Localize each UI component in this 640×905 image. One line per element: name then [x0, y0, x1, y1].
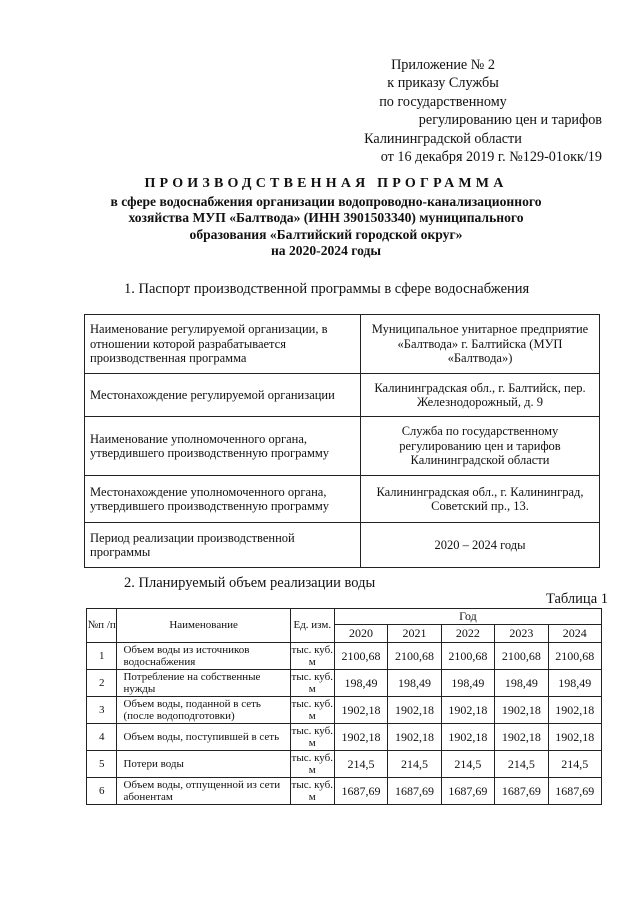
header-year: 2023 [495, 625, 548, 643]
passport-label: Период реализации производственной программы [85, 523, 361, 568]
row-value: 2100,68 [441, 643, 494, 670]
header-unit: Ед. изм. [290, 609, 334, 643]
row-value: 214,5 [388, 751, 441, 778]
row-value: 1902,18 [441, 697, 494, 724]
row-number: 4 [87, 724, 117, 751]
table-row [85, 417, 600, 476]
table-row [87, 724, 602, 751]
annex-header [302, 56, 602, 166]
header-year-group: Год [334, 609, 601, 625]
passport-value: Муниципальное унитарное предприятие «Балтвода» г. Балтийска (МУП «Балтвода») [361, 315, 600, 374]
passport-table [84, 314, 600, 568]
document-title [60, 176, 592, 260]
water-volume-table [86, 608, 602, 805]
row-value: 1902,18 [388, 697, 441, 724]
table-row [85, 476, 600, 523]
table-row [87, 643, 602, 670]
annex-line: Приложение № 2 [391, 57, 495, 73]
row-value: 1687,69 [441, 778, 494, 805]
header-year: 2021 [388, 625, 441, 643]
row-value: 1687,69 [548, 778, 601, 805]
row-value: 1902,18 [334, 724, 387, 751]
row-value: 2100,68 [388, 643, 441, 670]
row-number: 1 [87, 643, 117, 670]
row-unit: тыс. куб. м [291, 778, 334, 803]
row-unit: тыс. куб. м [291, 751, 334, 776]
row-value: 214,5 [441, 751, 494, 778]
row-name: Объем воды, поступившей в сеть [117, 724, 290, 751]
annex-line: к приказу Службы [387, 75, 499, 92]
row-value: 2100,68 [334, 643, 387, 670]
table-caption: Таблица 1 [545, 591, 608, 607]
row-value: 198,49 [495, 670, 548, 697]
row-value: 214,5 [548, 751, 601, 778]
row-value: 1902,18 [548, 724, 601, 751]
header-number: №п /п [87, 609, 117, 643]
row-name: Объем воды из источников водоснабжения [117, 643, 290, 670]
row-value: 1902,18 [495, 697, 548, 724]
passport-label: Местонахождение регулируемой организации [85, 374, 361, 417]
passport-label: Наименование уполномоченного органа, утвердившего производственную программу [85, 417, 361, 476]
title-line: на 2020-2024 годы [270, 243, 382, 259]
row-name: Потребление на собственные нужды [117, 670, 290, 697]
table-row [85, 315, 600, 374]
passport-label: Наименование регулируемой организации, в отношении которой разрабатывается производственная программа [85, 315, 361, 374]
header-year: 2022 [441, 625, 494, 643]
passport-value: 2020 – 2024 годы [361, 523, 600, 568]
annex-line: регулированию цен и тарифов [418, 112, 602, 129]
table-row [87, 697, 602, 724]
header-year: 2020 [334, 625, 387, 643]
row-name: Потери воды [117, 751, 290, 778]
section-heading-volume: 2. Планируемый объем реализации воды [124, 575, 376, 591]
row-unit: тыс. куб. м [291, 697, 334, 722]
title-line: хозяйства МУП «Балтвода» (ИНН 3901503340) муниципального [128, 210, 524, 226]
row-value: 214,5 [334, 751, 387, 778]
passport-label: Местонахождение уполномоченного органа, утвердившего производственную программу [85, 476, 361, 523]
table-row [87, 751, 602, 778]
row-unit: тыс. куб. м [291, 643, 334, 668]
row-value: 214,5 [495, 751, 548, 778]
row-value: 1902,18 [441, 724, 494, 751]
table-row [87, 670, 602, 697]
row-value: 198,49 [548, 670, 601, 697]
row-number: 6 [87, 778, 117, 805]
table-row [87, 778, 602, 805]
title-line: образования «Балтийский городской округ» [189, 226, 463, 242]
annex-line: от 16 декабря 2019 г. №129-01окк/19 [380, 149, 602, 166]
table-row [85, 523, 600, 568]
row-value: 198,49 [334, 670, 387, 697]
passport-value: Калининградская обл., г. Калининград, Советский пр., 13. [361, 476, 600, 523]
row-value: 198,49 [441, 670, 494, 697]
row-value: 1902,18 [388, 724, 441, 751]
row-number: 5 [87, 751, 117, 778]
row-name: Объем воды, поданной в сеть (после водоподготовки) [117, 697, 290, 724]
row-value: 1687,69 [334, 778, 387, 805]
header-name: Наименование [117, 609, 290, 643]
row-name: Объем воды, отпущенной из сети абонентам [117, 778, 290, 805]
table-row [85, 374, 600, 417]
annex-line: Калининградской области [364, 130, 522, 147]
row-value: 1687,69 [495, 778, 548, 805]
row-value: 1902,18 [334, 697, 387, 724]
section-heading-passport: 1. Паспорт производственной программы в сфере водоснабжения [124, 281, 530, 297]
row-value: 2100,68 [495, 643, 548, 670]
row-value: 1687,69 [388, 778, 441, 805]
annex-line: по государственному [379, 93, 507, 110]
row-unit: тыс. куб. м [291, 724, 334, 749]
row-value: 1902,18 [495, 724, 548, 751]
title-heading: ПРОИЗВОДСТВЕННАЯ ПРОГРАММА [144, 176, 508, 191]
row-number: 2 [87, 670, 117, 697]
row-number: 3 [87, 697, 117, 724]
header-year: 2024 [548, 625, 601, 643]
passport-value: Служба по государственному регулированию цен и тарифов Калининградской области [361, 417, 600, 476]
row-unit: тыс. куб. м [291, 670, 334, 695]
title-line: в сфере водоснабжения организации водопроводно-канализационного [110, 193, 542, 209]
row-value: 1902,18 [548, 697, 601, 724]
row-value: 198,49 [388, 670, 441, 697]
passport-value: Калининградская обл., г. Балтийск, пер. Железнодорожный, д. 9 [361, 374, 600, 417]
row-value: 2100,68 [548, 643, 601, 670]
